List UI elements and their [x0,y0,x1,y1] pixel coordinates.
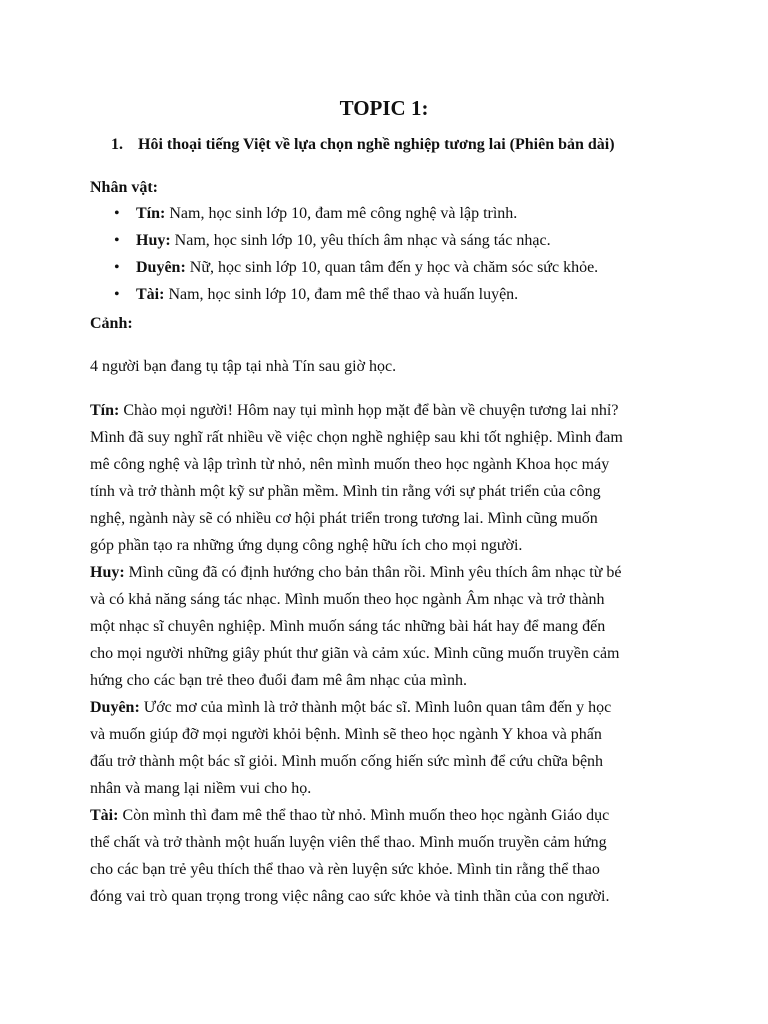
dialogue-line: Mình cũng đã có định hướng cho bản thân rồi. Mình yêu thích âm nhạc từ bé [124,564,622,581]
dialogue-line: thể chất và trở thành một huấn luyện viên thể thao. Mình muốn truyền cảm hứng [90,834,607,851]
dialogue-line: và muốn giúp đỡ mọi người khỏi bệnh. Mình sẽ theo học ngành Y khoa và phấn [90,726,602,743]
dialogue-line: Chào mọi người! Hôm nay tụi mình họp mặt để bàn về chuyện tương lai nhỉ? [119,402,619,419]
dialogue [90,397,680,910]
speaker-name: Huy: [90,564,125,581]
character-name: Tài: [136,286,165,303]
character-description: Nữ, học sinh lớp 10, quan tâm đến y học và chăm sóc sức khỏe. [185,259,599,276]
dialogue-line: Ước mơ của mình là trở thành một bác sĩ. Mình luôn quan tâm đến y học [139,699,612,716]
bullet-icon: • [114,259,120,276]
character-description: Nam, học sinh lớp 10, yêu thích âm nhạc và sáng tác nhạc. [170,232,551,249]
section-number: 1. [111,136,123,153]
speaker-name: Duyên: [90,699,140,716]
character-description: Nam, học sinh lớp 10, đam mê công nghệ và lập trình. [165,205,518,222]
bullet-icon: • [114,286,120,303]
list-item [0,203,768,230]
dialogue-line: đóng vai trò quan trọng trong việc nâng cao sức khỏe và tinh thần của con người. [90,888,610,905]
section-heading [111,134,615,156]
bullet-icon: • [114,232,120,249]
speaker-name: Tài: [90,807,119,824]
characters-list [0,203,768,311]
character-name: Huy: [136,232,171,249]
characters-label: Nhân vật: [90,179,159,196]
list-item [0,230,768,257]
dialogue-turn-tai [90,802,680,910]
character-name: Duyên: [136,259,186,276]
dialogue-line: nghệ, ngành này sẽ có nhiều cơ hội phát triển trong tương lai. Mình cũng muốn [90,510,598,527]
list-item [0,284,768,311]
dialogue-line: một nhạc sĩ chuyên nghiệp. Mình muốn sáng tác những bài hát hay để mang đến [90,618,606,635]
character-description: Nam, học sinh lớp 10, đam mê thể thao và huấn luyện. [164,286,519,303]
dialogue-line: đấu trở thành một bác sĩ giỏi. Mình muốn cống hiến sức mình để cứu chữa bệnh [90,753,604,770]
dialogue-turn-tin [90,397,680,559]
dialogue-line: Mình đã suy nghĩ rất nhiều về việc chọn nghề nghiệp sau khi tốt nghiệp. Mình đam [90,429,623,446]
bullet-icon: • [114,205,120,222]
speaker-name: Tín: [90,402,120,419]
character-name: Tín: [136,205,166,222]
dialogue-turn-huy [90,559,680,694]
dialogue-line: hứng cho các bạn trẻ theo đuổi đam mê âm nhạc của mình. [90,672,467,689]
scene-description: 4 người bạn đang tụ tập tại nhà Tín sau giờ học. [90,358,397,375]
dialogue-line: Còn mình thì đam mê thể thao từ nhỏ. Mình muốn theo học ngành Giáo dục [118,807,610,824]
dialogue-line: tính và trở thành một kỹ sư phần mềm. Mình tin rằng với sự phát triển của công [90,483,601,500]
dialogue-line: và có khả năng sáng tác nhạc. Mình muốn theo học ngành Âm nhạc và trở thành [90,591,605,608]
dialogue-line: cho mọi người những giây phút thư giãn và cảm xúc. Mình cũng muốn truyền cảm [90,645,620,662]
dialogue-turn-duyen [90,694,680,802]
dialogue-line: nhân và mang lại niềm vui cho họ. [90,780,312,797]
dialogue-line: cho các bạn trẻ yêu thích thể thao và rèn luyện sức khỏe. Mình tin rằng thể thao [90,861,600,878]
section-heading-text: Hôi thoại tiếng Việt về lựa chọn nghề nghiệp tương lai (Phiên bản dài) [138,136,615,153]
dialogue-line: mê công nghệ và lập trình từ nhỏ, nên mình muốn theo học ngành Khoa học máy [90,456,610,473]
dialogue-line: góp phần tạo ra những ứng dụng công nghệ hữu ích cho mọi người. [90,537,523,554]
document-title: TOPIC 1: [339,96,429,120]
scene-label: Cảnh: [90,315,133,332]
list-item [0,257,768,284]
